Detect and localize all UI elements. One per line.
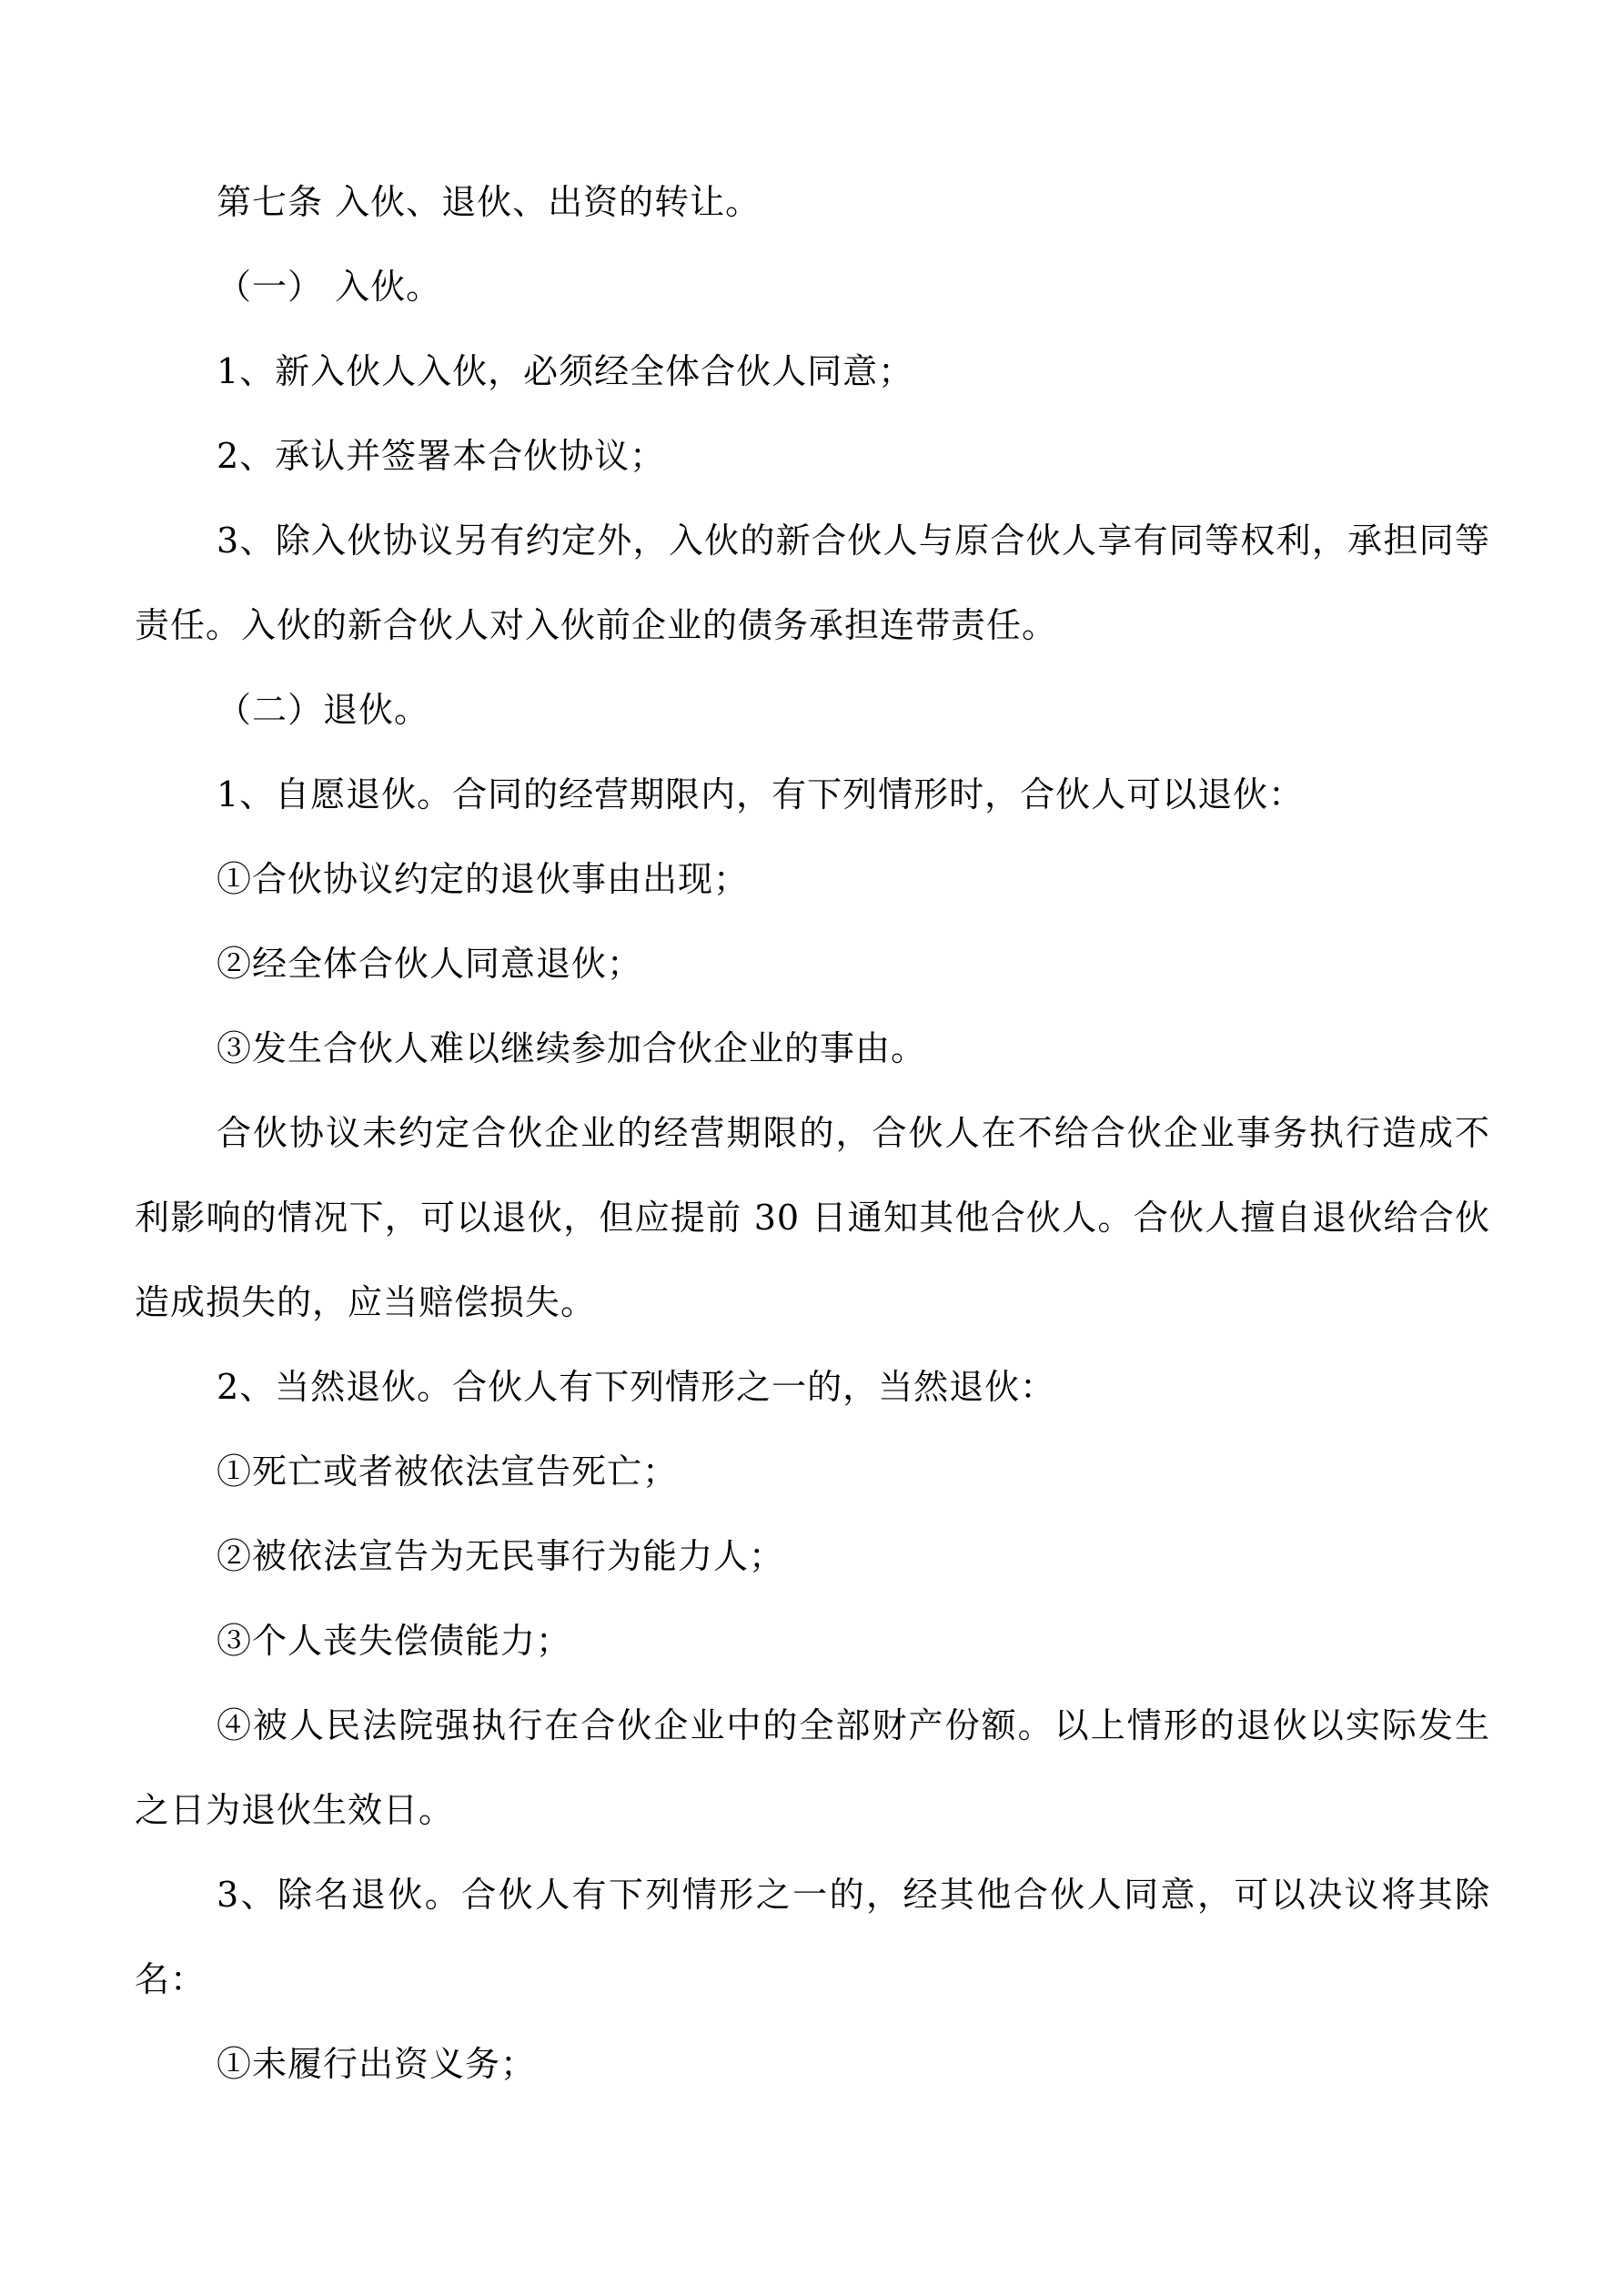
section-heading-joining: （一） 入伙。 [217, 267, 442, 307]
list-item: ①合伙协议约定的退伙事由出现； [217, 859, 750, 899]
paragraph: 2、承认并签署本合伙协议； [217, 436, 666, 476]
list-item: ②被依法宣告为无民事行为能力人； [217, 1536, 785, 1576]
paragraph: 3、除名退伙。合伙人有下列情形之一的，经其他合伙人同意，可以决议将其除名： [135, 1875, 1490, 1999]
list-item: ①死亡或者被依法宣告死亡； [217, 1451, 679, 1492]
paragraph: 2、当然退伙。合伙人有下列情形之一的，当然退伙： [217, 1367, 1056, 1407]
article-heading: 第七条 入伙、退伙、出资的转让。 [217, 182, 762, 222]
list-item: ③发生合伙人难以继续参加合伙企业的事由。 [217, 1028, 927, 1068]
section-heading-withdrawal: （二）退伙。 [217, 690, 430, 730]
list-item: ②经全体合伙人同意退伙； [217, 944, 643, 984]
list-item: ④被人民法院强执行在合伙企业中的全部财产份额。以上情形的退伙以实际发生之日为退伙生效日。 [135, 1705, 1490, 1830]
list-item: ③个人丧失偿债能力； [217, 1621, 572, 1661]
paragraph: 3、除入伙协议另有约定外，入伙的新合伙人与原合伙人享有同等权利，承担同等责任。入伙的新合伙人对入伙前企业的债务承担连带责任。 [135, 521, 1490, 645]
paragraph: 合伙协议未约定合伙企业的经营期限的，合伙人在不给合伙企业事务执行造成不利影响的情况下，可以退伙，但应提前 30 日通知其他合伙人。合伙人擅自退伙给合伙造成损失的，应当赔偿损失。 [135, 1113, 1490, 1322]
paragraph: 1、新入伙人入伙，必须经全体合伙人同意； [217, 351, 914, 391]
list-item: ①未履行出资义务； [217, 2044, 537, 2084]
paragraph: 1、自愿退伙。合同的经营期限内，有下列情形时，合伙人可以退伙： [217, 774, 1305, 814]
